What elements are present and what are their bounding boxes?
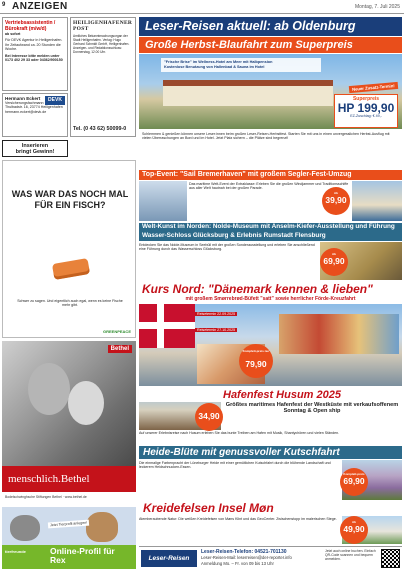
heide-text: Die einmalige Farbenpracht der Lüneburger Heide mit einer gemütlichen Kutschfahrt durch die blühende Landschaft und leckerem Heidschnucken-Essen. bbox=[139, 461, 331, 470]
moen-title: Kreidefelsen Insel Møn bbox=[139, 501, 402, 515]
inserieren-line2: bringt Gewinn! bbox=[15, 149, 55, 155]
mail-line[interactable]: Leser-Reisen-Mail: leserreisen@der-reporter.info bbox=[201, 555, 292, 560]
greenpeace-fish-ad bbox=[2, 160, 136, 338]
impressum-text: Amtliches Bekanntmachungsorgan der Stadt Heiligenhafen. Verlag: Hugo Gerhard Schmidt GmbH, Heiligenhafen. Anzeigen- und Redaktionsschluss: Donnerstag, 12.00 Uhr. bbox=[73, 34, 130, 54]
job-subtitle: ab sofort bbox=[5, 32, 21, 36]
qr-text: Jetzt auch online buchen. Einfach QR-Code scannen und bequem anmelden. bbox=[325, 549, 376, 562]
husum-sub: Größtes maritimes Hafenfest der Westküste mit verkaufsoffenem Sonntag & Open ship bbox=[225, 402, 399, 415]
page-header bbox=[0, 0, 404, 14]
person-photo bbox=[68, 381, 104, 425]
moen-price-pre: Ab bbox=[352, 520, 356, 524]
tierfreunde-logo: tierfreunde bbox=[5, 549, 26, 554]
greenpeace-logo: GREENPEACE bbox=[102, 329, 131, 334]
danish-flag bbox=[139, 304, 195, 348]
section-title: ANZEIGEN bbox=[12, 1, 68, 12]
kurs-price-badge bbox=[239, 344, 273, 378]
husum-price: 34,90 bbox=[198, 411, 220, 421]
herbst-bullets bbox=[161, 58, 321, 72]
sail-body bbox=[139, 181, 402, 221]
job-text: Für DEVK Agentur in Heiligenhafen. Ihr Zeitaufwand ca. 20 Stunden die Woche. bbox=[5, 38, 63, 52]
pets-photo bbox=[2, 507, 136, 545]
dog-image bbox=[86, 512, 118, 542]
heide-price: 69,90 bbox=[343, 476, 365, 486]
right-column bbox=[139, 17, 402, 569]
superpreis-price: HP 199,90 bbox=[337, 101, 395, 115]
moen-body bbox=[139, 516, 402, 544]
leser-reisen-logo: Leser-Reisen bbox=[141, 550, 197, 567]
impressum-phone: Tel. (0 43 62) 50099-0 bbox=[73, 126, 127, 132]
devk-agent-ad bbox=[2, 93, 68, 137]
sail-photo bbox=[139, 181, 187, 221]
sail-price: 39,90 bbox=[325, 195, 347, 205]
agent-role: Versicherungsfachmann bbox=[5, 101, 44, 105]
nolde-price: 69,90 bbox=[323, 256, 345, 266]
nolde-title: Welt-Kunst im Norden: Nolde-Museum mit Anselm-Kiefer-Ausstellung und Führung Wasser-Schloss Glücksburg & Erlebnis Rumstadt Flensburg bbox=[139, 223, 402, 241]
qr-code-icon[interactable] bbox=[381, 549, 400, 568]
heide-price-badge bbox=[340, 468, 368, 496]
zusatz-termin-badge: Neuer Zusatz-Termin! bbox=[349, 82, 398, 93]
kurs-nord-photo bbox=[139, 304, 402, 386]
superpreis-badge bbox=[334, 94, 398, 128]
agent-address: Thulbadstr. 16, 23774 Heiligenhafen bbox=[5, 105, 63, 110]
herbst-bullet: Kostenlose Benutzung von Hallenbad & Sauna im Hotel bbox=[164, 64, 265, 69]
agent-name: Hermann Eckert bbox=[5, 96, 41, 101]
moen-price-badge bbox=[340, 516, 368, 544]
nolde-price-badge bbox=[320, 248, 348, 276]
town-photo bbox=[279, 314, 399, 354]
inserieren-line1: Inserieren bbox=[21, 142, 49, 149]
kurs-nord-sub: mit großem Smørrebrød-Büfett "satt" sowie herrlicher Förde-Kreuzfahrt bbox=[185, 296, 356, 302]
sail-title: Top-Event: "Sail Bremerhaven" mit großem Segler-Fest-Umzug bbox=[139, 170, 402, 180]
moen-text: Atemberaubende Natur: Die weißen Kreidefelsen von Møns Klint und das GeoCenter. Zwischenstopp im malerischen Stege. bbox=[139, 517, 337, 521]
bethel-footer: Bodelschwinghsche Stiftungen Bethel · www.bethel.de bbox=[2, 492, 136, 504]
ship-photo bbox=[352, 181, 402, 221]
husum-text: Auf unserer Erlebnisreise nach Husum erleben Sie das bunte Treiben am Hafen mit Musik, Shantychören und vielen Ständen. bbox=[139, 431, 340, 435]
husum-price-badge bbox=[195, 403, 223, 431]
tierfreunde-banner: Online-Profil für Rex bbox=[2, 545, 136, 569]
job-title: Vertriebsassistentin / Bürokraft (m/w/d) bbox=[5, 20, 56, 32]
heide-body bbox=[139, 460, 402, 500]
husum-title: Hafenfest Husum 2025 bbox=[139, 388, 402, 402]
bethel-photo bbox=[2, 341, 136, 466]
nolde-body bbox=[139, 242, 402, 280]
bethel-ad bbox=[2, 341, 136, 504]
newspaper-logo: HEILIGENHAFENER POST bbox=[73, 20, 133, 32]
kurs-price: 79,90 bbox=[245, 359, 267, 369]
agent-email[interactable]: hermann.eckert@devk.de bbox=[5, 109, 47, 114]
impressum-box bbox=[70, 17, 136, 137]
job-ad-vertrieb bbox=[2, 17, 68, 91]
herbst-text: Schlemmen & genießen können unsere Leser:innen beim großen Leser-Reisen-Herbstfest. Starten Sie mit uns in einen unvergesslichen Herbst-Ausflug mit vielen Überraschungen an Bord und im Hotel. Jetzt Platz sichern – die Plätze sind begrenzt! bbox=[142, 132, 390, 141]
reisetermin-1: Reisetermin 22.09.2025 bbox=[197, 312, 236, 316]
fish-text: Schwer zu sagen. Und eigentlich auch egal, wenn es keine Fische mehr gibt. bbox=[17, 299, 123, 308]
heide-title: Heide-Blüte mit genussvoller Kutschfahrt bbox=[139, 446, 402, 459]
leser-reisen-header: Leser-Reisen aktuell: ab Oldenburg bbox=[139, 17, 402, 36]
herbst-title: Große Herbst-Blaufahrt zum Superpreis bbox=[139, 37, 402, 53]
sail-price-badge bbox=[322, 187, 350, 215]
fish-stick-image bbox=[52, 258, 90, 280]
kurs-nord-title: Kurs Nord: "Dänemark kennen & lieben" bbox=[139, 282, 402, 304]
job-contact: Bei Interesse bitte melden unter 0173 402 29 33 oder 04362/900150 bbox=[5, 53, 63, 63]
superpreis-note: EZ-Zuschlag: € 49,- bbox=[350, 114, 382, 118]
devk-logo: DEVK bbox=[45, 96, 65, 105]
herbst-bullet: "Frische Brise" im Wellness-Hotel am Meer mit Halbpension bbox=[164, 60, 273, 64]
tierfreunde-ad bbox=[2, 507, 136, 569]
bethel-logo: Bethel bbox=[108, 345, 132, 353]
sail-price-pre: Ab bbox=[334, 191, 338, 195]
sail-text: Das maritime Welt-Event der Extraklasse: Erleben Sie die großen Windjammer und Traditionsschiffe aus aller Welt hautnah bei der großen Parade. bbox=[189, 182, 349, 191]
reisetermin-2: Reisetermin 27.10.2025 bbox=[197, 328, 236, 332]
nolde-text: Entdecken Sie das Nolde-Museum in Seebüll mit der großen Sonderausstellung und erleben Sie anschließend eine Führung durch das Wasserschloss Glücksburg. bbox=[139, 243, 315, 252]
inserieren-box bbox=[2, 140, 68, 157]
issue-date: Montag, 7. Juli 2025 bbox=[354, 4, 400, 10]
superpreis-label: Superpreis bbox=[352, 96, 380, 102]
heide-price-pre: Komplett-preis bbox=[343, 472, 365, 476]
contact-info bbox=[201, 549, 321, 566]
nolde-price-pre: Ab bbox=[332, 252, 336, 256]
cat-image bbox=[10, 515, 40, 541]
bethel-slogan: menschlich.Bethel bbox=[2, 466, 136, 492]
left-column bbox=[2, 17, 136, 569]
hotel-building bbox=[163, 80, 333, 106]
leser-reisen-footer bbox=[139, 546, 402, 569]
moen-price: 49,90 bbox=[343, 524, 365, 534]
phone-line[interactable]: Leser-Reisen-Telefon: 04521-701130 bbox=[201, 549, 287, 555]
hours-line: Anmeldung Mo. – Fr. von 09 bis 13 Uhr bbox=[201, 560, 274, 566]
kurs-price-pre: Komplett-preis nur bbox=[242, 349, 270, 353]
herbst-photo bbox=[139, 54, 402, 129]
fish-question: WAS WAR DAS NOCH MAL FÜR EIN FISCH? bbox=[11, 189, 129, 210]
person-photo bbox=[28, 363, 70, 415]
page-number: 9 bbox=[2, 2, 6, 8]
profile-tag: Jetzt Tierprofil anlegen! bbox=[48, 520, 89, 529]
